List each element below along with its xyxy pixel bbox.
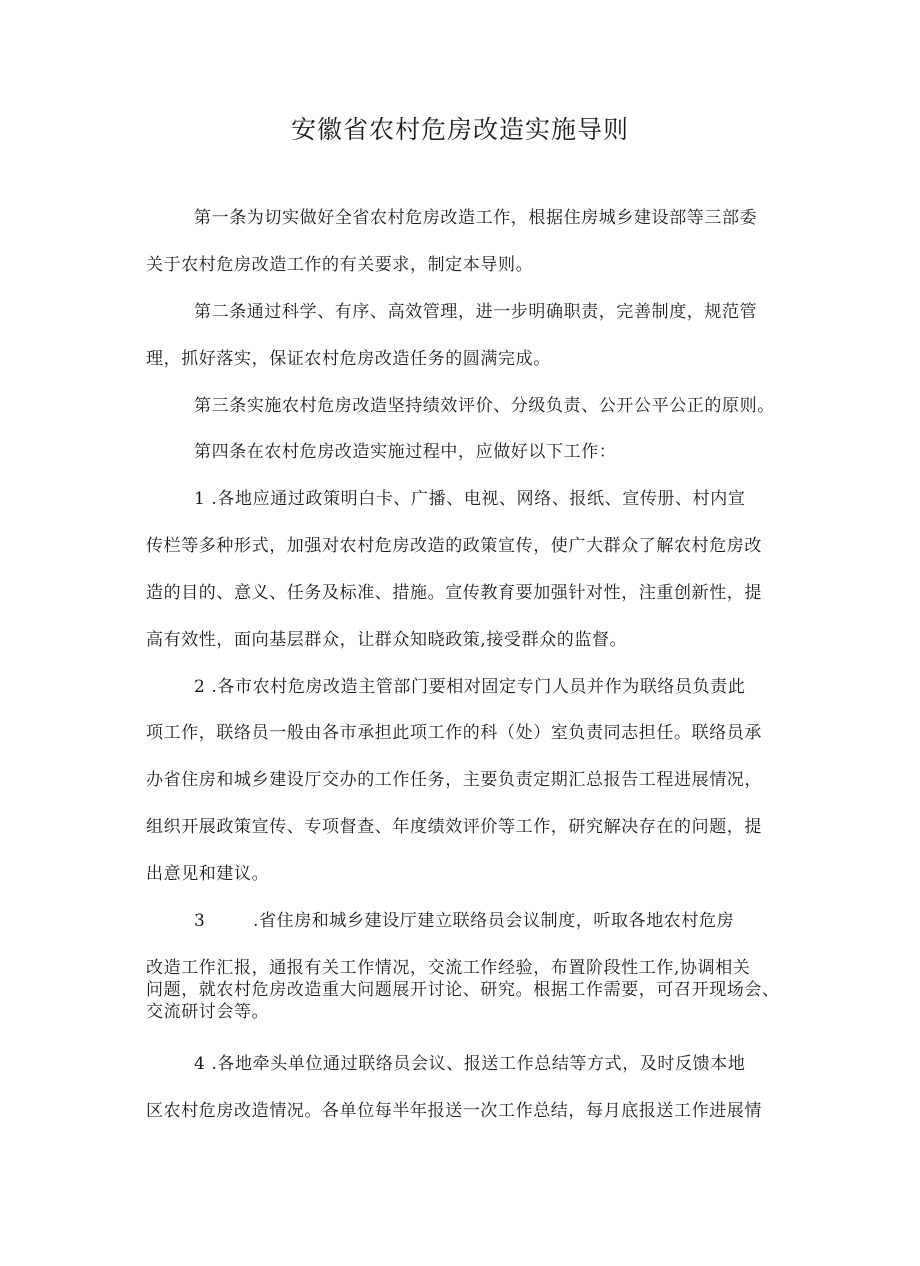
- article-4-line-1: 第四条在农村危房改造实施过程中，应做好以下工作：: [194, 442, 617, 462]
- item-1-line-2: 传栏等多种形式，加强对农村危房改造的政策宣传，使广大群众了解农村危房改: [146, 536, 762, 556]
- item-3-line-3: 问题，就农村危房改造重大问题展开讨论、研究。根据工作需要，可召开现场会、: [146, 980, 780, 1000]
- item-3-line-4: 交流研讨会等。: [146, 1002, 270, 1022]
- article-3-line-1: 第三条实施农村危房改造坚持绩效评价、分级负责、公开公平公正的原则。: [194, 396, 775, 416]
- article-2-line-1: 第二条通过科学、有序、高效管理，进一步明确职责，完善制度，规范管: [194, 302, 758, 322]
- article-1-line-1: 第一条为切实做好全省农村危房改造工作，根据住房城乡建设部等三部委: [194, 208, 758, 228]
- item-3-line-1: .省住房和城乡建设厅建立联络员会议制度，听取各地农村危房: [253, 911, 735, 931]
- item-1-line-3: 造的目的、意义、任务及标准、措施。宣传教育要加强针对性，注重创新性，提: [146, 583, 762, 603]
- item-1-line-1: 1 .各地应通过政策明白卡、广播、电视、网络、报纸、宣传册、村内宣: [194, 489, 746, 509]
- item-4-line-2: 区农村危房改造情况。各单位每半年报送一次工作总结，每月底报送工作进展情: [146, 1101, 762, 1121]
- item-2-line-5: 出意见和建议。: [146, 864, 270, 884]
- item-3-line-2: 改造工作汇报，通报有关工作情况，交流工作经验，布置阶段性工作,协调相关: [146, 958, 751, 978]
- item-2-line-1: 2 .各市农村危房改造主管部门要相对固定专门人员并作为联络员负责此: [194, 677, 746, 697]
- item-1-line-4: 高有效性，面向基层群众，让群众知晓政策,接受群众的监督。: [146, 630, 628, 650]
- article-2-line-2: 理，抓好落实，保证农村危房改造任务的圆满完成。: [146, 349, 551, 369]
- document-title: 安徽省农村危房改造实施导则: [290, 115, 629, 144]
- item-3-number: 3: [194, 911, 206, 931]
- item-2-line-4: 组织开展政策宣传、专项督查、年度绩效评价等工作，研究解决存在的问题，提: [146, 817, 762, 837]
- article-1-line-2: 关于农村危房改造工作的有关要求，制定本导则。: [146, 255, 534, 275]
- item-4-line-1: 4 .各地牵头单位通过联络员会议、报送工作总结等方式，及时反馈本地: [194, 1054, 746, 1074]
- item-2-line-3: 办省住房和城乡建设厅交办的工作任务，主要负责定期汇总报告工程进展情况，: [146, 770, 762, 790]
- item-2-line-2: 项工作，联络员一般由各市承担此项工作的科（处）室负责同志担任。联络员承: [146, 723, 762, 743]
